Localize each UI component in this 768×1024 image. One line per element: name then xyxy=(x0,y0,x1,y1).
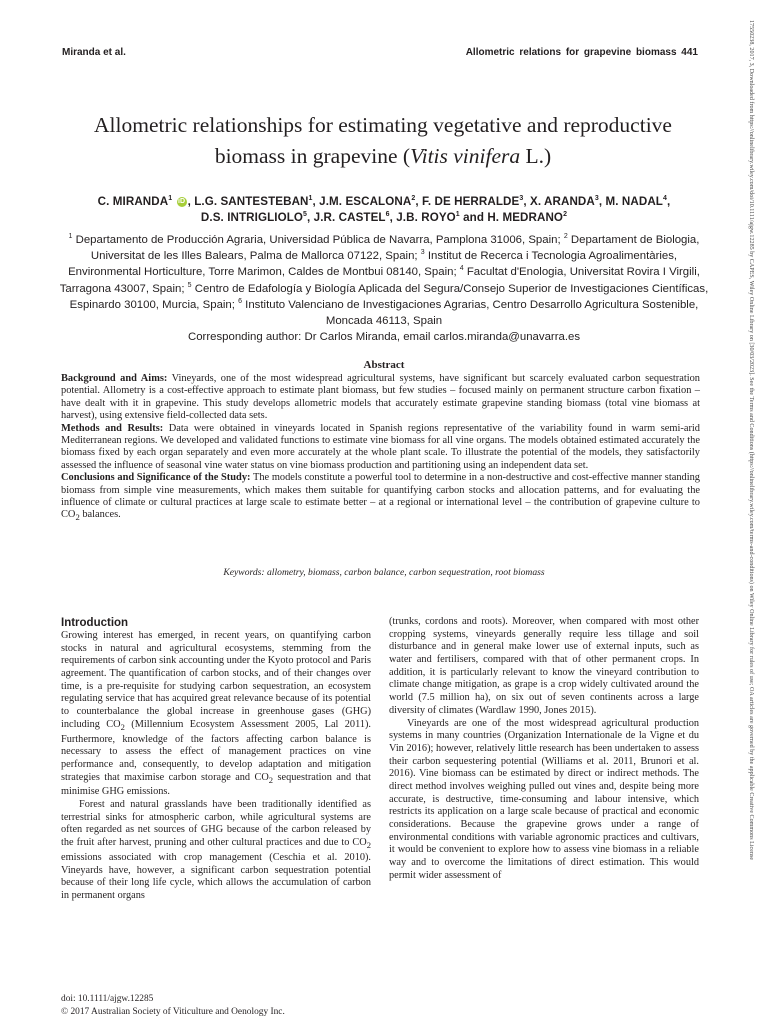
author-affil-mark: 1 xyxy=(168,195,173,203)
subscript: 2 xyxy=(120,721,125,732)
author-separator: , xyxy=(667,195,671,208)
paragraph-text: (Millennium Ecosystem Assessment 2005, Lal 2011). Furthermore, knowledge of the factors affecting carbon balance is necessary to assess the effect of management practices on vine performance and, consequently, to develop adaptation and mitigation strategies that maximise carbon storage and CO xyxy=(61,718,371,783)
author-name: , J.R. CASTEL xyxy=(307,211,386,224)
author-name: , L.G. SANTESTEBAN xyxy=(187,195,309,208)
affil-number: 6 xyxy=(238,298,243,306)
paragraph-text: Forest and natural grasslands have been traditionally identified as terrestrial sinks for atmospheric carbon, while agricultural systems are often regarded as net sources of GHG because of the carbon released by the fruit after harvest, pruning and other cultural practices and due to CO xyxy=(61,799,371,849)
orcid-icon[interactable]: iD xyxy=(177,197,186,205)
abstract-text: The models constitute a powerful tool to determine in a non-destructive and cost-effective manner standing biomass from simple vine measurements, which makes them suitable for quantifying carbon stocks and allocation patterns, and for evaluating the influence of climate or cultural practices at large scale to estimate better – at a regional or international level – the contribution of grapevine culture to CO xyxy=(61,472,700,521)
affil-text: Centro de Edafología y Biología Aplicada del Segura/Consejo Superior de Investigaciones Científicas, Espinardo 30100, Murcia, Spain; xyxy=(69,282,709,311)
author-affil-mark: 5 xyxy=(303,211,307,219)
affil-number: 4 xyxy=(459,265,464,273)
title-line-1: Allometric relationships for estimating vegetative and reproductive xyxy=(94,113,672,137)
body-column-left xyxy=(61,616,371,903)
article-title xyxy=(70,110,696,172)
doi[interactable]: doi: 10.1111/ajgw.12285 xyxy=(61,994,154,1004)
author-name: , F. DE HERRALDE xyxy=(415,195,520,208)
author-name: , X. ARANDA xyxy=(523,195,595,208)
author-affil-mark: 1 xyxy=(308,195,313,203)
affiliations xyxy=(56,232,712,345)
keywords-text: : allometry, biomass, carbon balance, carbon sequestration, root biomass xyxy=(261,567,545,578)
author-affil-mark: 2 xyxy=(411,195,416,203)
abstract-text: balances. xyxy=(79,509,121,521)
affil-text: Instituto Valenciano de Investigaciones Agrarias, Centro Desarrollo Agricultura Sostenible, Moncada 46113, Spain xyxy=(242,298,699,328)
copyright: © 2017 Australian Society of Viticulture and Oenology Inc. xyxy=(61,1007,285,1017)
author-affil-mark: 2 xyxy=(563,211,568,219)
author-affil-mark: 3 xyxy=(594,195,599,203)
title-line-2-suffix: L.) xyxy=(520,144,552,168)
download-watermark-text: 17550238, 2017, 3, Downloaded from https://onlinelibrary.wiley.com/doi/10.1111/ajgw.12285 by CAPES, Wiley Online Library on [30/03/2023]. See the Terms and Conditions (https://onlinelibrary.wiley.com/terms-and-conditions) on Wiley Online Library for rules of use; OA articles are governed by the applicable Creative Commons License xyxy=(748,20,754,861)
author-affil-mark: 4 xyxy=(663,195,667,203)
affil-text: Departamento de Producción Agraria, Universidad Pública de Navarra, Pamplona 31006, Spain; xyxy=(72,234,564,246)
author-affil-mark: 1 xyxy=(455,211,460,219)
affil-number: 3 xyxy=(420,249,425,257)
author-name: , M. NADAL xyxy=(598,195,663,208)
subscript: 2 xyxy=(366,840,371,851)
affil-text: Facultat d'Enologia, Universitat Rovira I Virgili, Tarragona 43007, Spain; xyxy=(59,266,700,295)
subscript: 2 xyxy=(268,774,274,785)
abstract-label: Methods and Results: xyxy=(61,422,164,434)
paragraph-text: Growing interest has emerged, in recent years, on quantifying carbon stocks in natural and agricultural ecosystems, stemming from the requirements of carbon sink accounting under the Kyoto protocol and Paris agreement. The quantification of carbon stocks, and of their changes over time, is a pre-requisite for studying carbon sequestration, an ecosystem regulating service that has acquired great relevance because of its potential to counterbalance the global increase in greenhouse gases (GHG) including CO xyxy=(61,630,371,730)
keywords-label: Keywords xyxy=(223,567,262,578)
paragraph-text: sequestration and that minimise GHG emissions. xyxy=(61,771,371,798)
abstract-methods xyxy=(61,423,700,473)
title-line-2 xyxy=(70,141,696,172)
author-name: , J.B. ROYO xyxy=(389,211,456,224)
abstract-heading: Abstract xyxy=(363,359,405,371)
body-column-right xyxy=(389,616,699,882)
affil-number: 1 xyxy=(68,233,73,241)
keywords xyxy=(0,567,768,578)
author-affil-mark: 3 xyxy=(519,195,524,203)
body-paragraph: Vineyards are one of the most widespread agricultural production systems in many countries (Organization Internationale de la Vigne et du Vin 2016); however, relatively little research has been undertaken to assess their carbon sequestering potential (Williams et al. 2011, Brunori et al. 2016). Vine biomass can be estimated by direct or indirect methods. The direct method involves weighing pulled out vines and, despite being more accurate, is destructive, time-consuming and labour intensive, which restricts its application on a large scale because of practical and economic considerations. Because the grapevine grows under a range of environmental conditions with variable agronomic practices and cultivars, it would be convenient to explore how to assess vine biomass in a reliable way and to overcome the limitations of direct estimation. This would permit wider assessment of xyxy=(389,717,699,881)
author-name: and H. MEDRANO xyxy=(459,211,564,224)
author-name: , J.M. ESCALONA xyxy=(312,195,412,208)
running-header-title-page: Allometric relations for grapevine biomass 441 xyxy=(465,47,698,58)
download-watermark xyxy=(744,20,758,1010)
author-list xyxy=(50,194,718,226)
running-header xyxy=(62,47,698,63)
corresponding-author: Corresponding author: Dr Carlos Miranda, email carlos.miranda@unavarra.es xyxy=(187,331,581,344)
abstract-text: Data were obtained in vineyards located in Spanish regions representative of the variability found in warm semi-arid Mediterranean regions. We developed and validated functions to estimate vine biomass for all vine organs. The models obtained estimated accurately the biomass fixed by each organ separately and even more accurately at the whole plant scale. To illustrate the potential of the models, they satisfactorily assessed the influence of seasonal vine water status on vine biomass production and partitioning using an independent data set. xyxy=(61,422,700,471)
affil-number: 5 xyxy=(187,281,192,289)
paragraph-text: emissions associated with crop management (Ceschia et al. 2010). Vineyards have, however, a significant carbon sequestration potential because of their long life cycle, which allows the accumulation of carbon in permanent organs xyxy=(61,851,371,901)
abstract-text: Vineyards, one of the most widespread agricultural systems, have significant but scarcely evaluated carbon sequestration potential. Allometry is a cost-effective approach to estimate plant biomass, but few studies – focused mainly on permanent structure carbon fixation – have dealt with it in grapevine. This study develops allometric models that accurately estimate grapevine standing biomass (total vine biomass at harvest), using extensive field-collected data sets. xyxy=(61,373,700,422)
running-header-authors: Miranda et al. xyxy=(62,47,126,58)
abstract-body xyxy=(61,373,700,524)
abstract-label: Conclusions and Significance of the Study: xyxy=(61,472,251,484)
abstract-label: Background and Aims: xyxy=(61,373,168,384)
body-paragraph xyxy=(61,630,371,799)
section-heading-introduction: Introduction xyxy=(61,617,129,629)
affil-text: Institut de Recerca i Tecnologia Agroalimentàries, Environmental Horticulture, Torre Marimon, Caldes de Montbui 08140, Spain; xyxy=(68,250,678,279)
affil-text: Departament de Biologia, Universitat de les Illes Balears, Palma de Mallorca 07122, Spain; xyxy=(90,234,700,263)
author-affil-mark: 6 xyxy=(385,211,390,219)
abstract-background xyxy=(61,373,700,423)
body-paragraph: (trunks, cordons and roots). Moreover, when compared with most other cropping systems, vineyards generally require less tillage and soil disturbance and in general make lower use of external inputs, such as water and fertilisers, compared with that of other permanent crops. In addition, it is particularly relevant to know the vineyard contribution to climate change mitigation, as grape is a crop widely cultivated around the world (7.5 million ha), on six out of seven continents across a large diversity of climates (Wardlaw 1990, Jones 2015). xyxy=(389,616,699,716)
subscript: 2 xyxy=(75,512,80,523)
page-footer xyxy=(61,993,285,1019)
title-species: Vitis vinifera xyxy=(410,144,521,168)
author-name: D.S. INTRIGLIOLO xyxy=(200,211,303,224)
body-paragraph xyxy=(61,799,371,903)
affil-number: 2 xyxy=(563,233,568,241)
title-line-2-prefix: biomass in grapevine ( xyxy=(214,144,411,168)
abstract-conclusions xyxy=(61,472,700,524)
author-name: C. MIRANDA xyxy=(97,195,169,208)
